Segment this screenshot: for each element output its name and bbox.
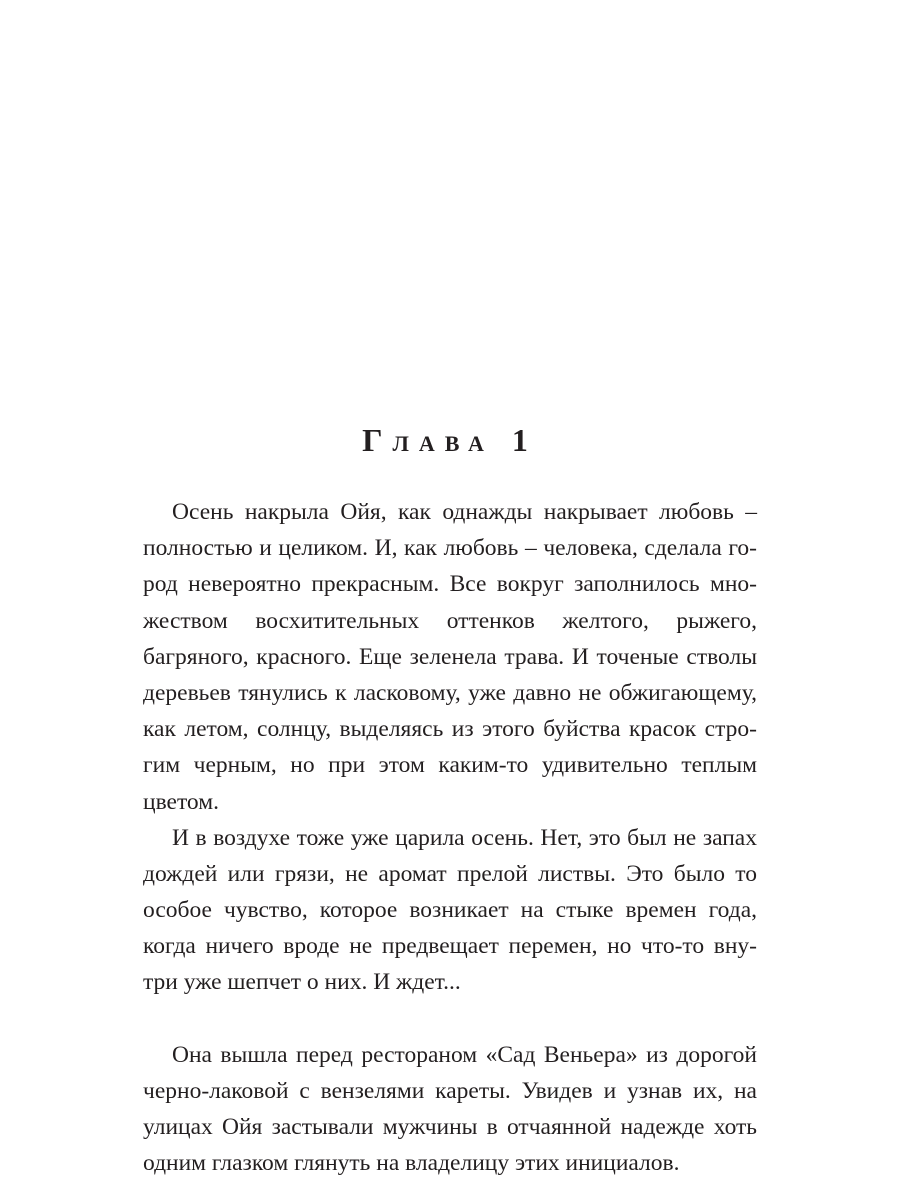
text-line: черно-лаковой с вензелями кареты. Увидев и узнав их, на xyxy=(143,1077,757,1104)
chapter-title-word: Глава xyxy=(362,422,494,458)
chapter-body xyxy=(143,494,757,1181)
text-line: жеством восхитительных оттенков желтого, рыжего, xyxy=(143,607,757,634)
text-line: цветом. xyxy=(143,788,219,815)
text-line: одним глазком глянуть на владелицу этих инициалов. xyxy=(143,1150,680,1177)
paragraph-3 xyxy=(143,1037,757,1182)
text-line: три уже шепчет о них. И ждет... xyxy=(143,969,461,996)
section-break xyxy=(143,1001,757,1037)
chapter-number: 1 xyxy=(511,422,538,458)
text-line: Она вышла перед рестораном «Сад Веньера» из дорогой xyxy=(172,1041,757,1068)
text-line: улицах Ойя застывали мужчины в отчаянной надежде хоть xyxy=(143,1114,757,1140)
paragraph-2 xyxy=(143,820,757,1001)
paragraph-1 xyxy=(143,494,757,820)
chapter-heading xyxy=(0,418,900,462)
text-line: род невероятно прекрасным. Все вокруг заполнилось мно- xyxy=(143,571,757,598)
text-line: полностью и целиком. И, как любовь – человека, сделала го- xyxy=(143,535,757,562)
text-line: деревьев тянулись к ласковому, уже давно не обжигающему, xyxy=(143,679,757,706)
text-line: гим черным, но при этом каким-то удивительно теплым xyxy=(143,752,757,779)
text-line: дождей или грязи, не аромат прелой листвы. Это было то xyxy=(143,860,757,887)
text-line: И в воздухе тоже уже царила осень. Нет, это был не запах xyxy=(172,824,757,851)
text-line: когда ничего вроде не предвещает перемен, но что-то вну- xyxy=(143,933,757,960)
text-line: багряного, красного. Еще зеленела трава. И точеные стволы xyxy=(143,643,757,670)
text-line: Осень накрыла Ойя, как однажды накрывает любовь – xyxy=(172,499,757,525)
text-line: как летом, солнцу, выделяясь из этого буйства красок стро- xyxy=(143,716,757,743)
text-line: особое чувство, которое возникает на стыке времен года, xyxy=(143,897,757,924)
